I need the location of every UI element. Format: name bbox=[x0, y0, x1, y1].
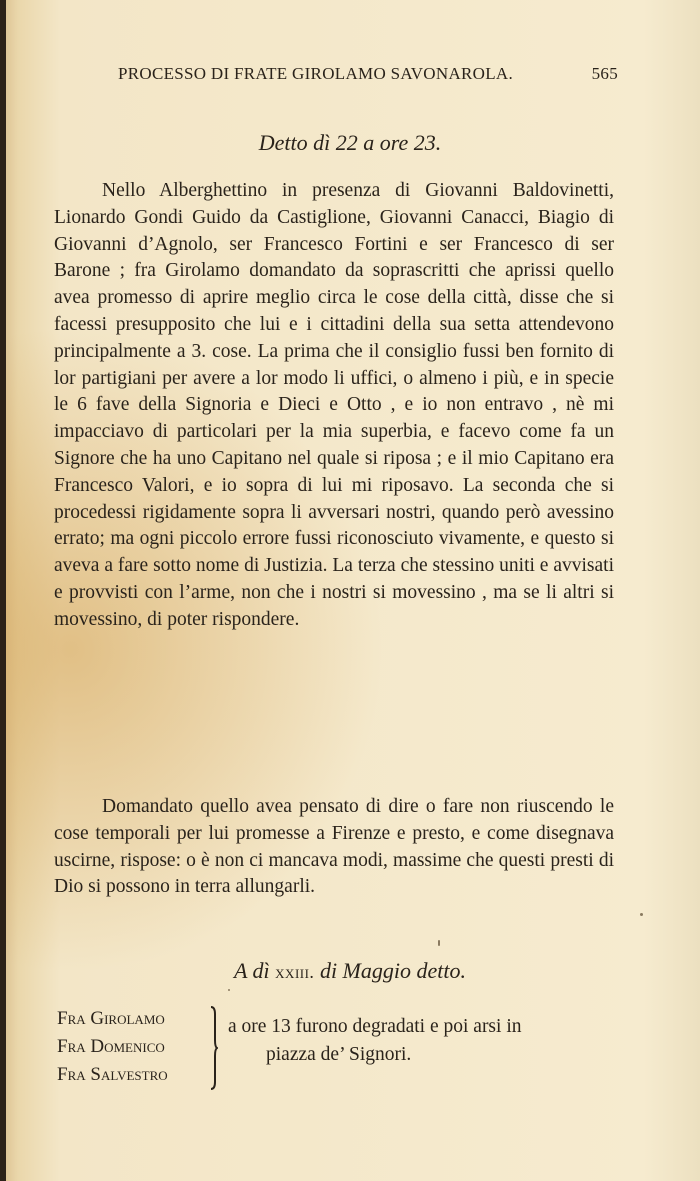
paragraph-1: Nello Alberghettino in presenza di Giovanni Baldovinetti, Lionardo Gondi Guido da Castiglione, Giovanni Canacci, Biagio di Giovanni d’Agnolo, ser Francesco Fortini e ser Francesco di ser Barone ; fra Girolamo domandato da soprascritti che aprissi quello avea promesso di aprire meglio circa le cose della città, disse che si facessi presupposito che lui e i cittadini della sua setta attendevono principalmente a 3. cose. La prima che il consiglio fussi ben fornito di lor partigiani per avere a lor modo li uffici, o almeno i più, e in specie le 6 fave della Signoria e Dieci e Otto , e io non entravo , nè mi impacciavo di particolari per la mia superbia, e facevo come fa un Signore che ha uno Capitano nel quale si riposa ; e il mio Capitano era Francesco Valori, e io sopra di lui mi riposavo. La seconda che si procedessi rigidamente sopra li avversari nostri, quando però avessino errato; ma ogni piccolo errore fussi riconosciuto vivamente, e questo si aveva a fare sotto nome di Justizia. La terza che stessino uniti e avvisati e provvisti con l’arme, non che i nostri si movessino , ma se li altri si movessino, di poter rispondere. bbox=[54, 180, 614, 630]
paper-speck bbox=[640, 913, 643, 916]
paragraph-1-block bbox=[54, 178, 614, 634]
running-header bbox=[118, 64, 618, 88]
date-day: xxiii. bbox=[275, 962, 315, 982]
paper-speck bbox=[438, 940, 440, 946]
paragraph-2-block bbox=[54, 794, 614, 901]
book-spine-edge bbox=[0, 0, 6, 1181]
paragraph-2: Domandato quello avea pensato di dire o fare non riuscendo le cose temporali per lui promesse a Firenze e presto, e come disegnava uscirne, rispose: o è non ci mancava modi, massime che questi presti di Dio si possono in terra allungarli. bbox=[54, 796, 614, 898]
execution-note bbox=[228, 1013, 628, 1069]
execution-note-line-1: a ore 13 furono degradati e poi arsi in bbox=[228, 1016, 522, 1037]
friar-names-list bbox=[57, 1005, 168, 1089]
execution-note-line-2: piazza de’ Signori. bbox=[266, 1044, 412, 1065]
date-prefix: A dì bbox=[234, 958, 270, 983]
friar-name: Fra Domenico bbox=[57, 1036, 165, 1057]
running-header-title: PROCESSO DI FRATE GIROLAMO SAVONAROLA. bbox=[118, 64, 514, 83]
section-title: Detto dì 22 a ore 23. bbox=[258, 130, 442, 155]
friar-name: Fra Girolamo bbox=[57, 1008, 165, 1029]
page-number: 565 bbox=[591, 64, 618, 83]
date-heading bbox=[0, 958, 700, 984]
curly-brace-icon bbox=[208, 1006, 218, 1090]
date-suffix: di Maggio detto. bbox=[319, 958, 466, 983]
paper-speck bbox=[228, 989, 230, 991]
friar-name: Fra Salvestro bbox=[57, 1064, 168, 1085]
